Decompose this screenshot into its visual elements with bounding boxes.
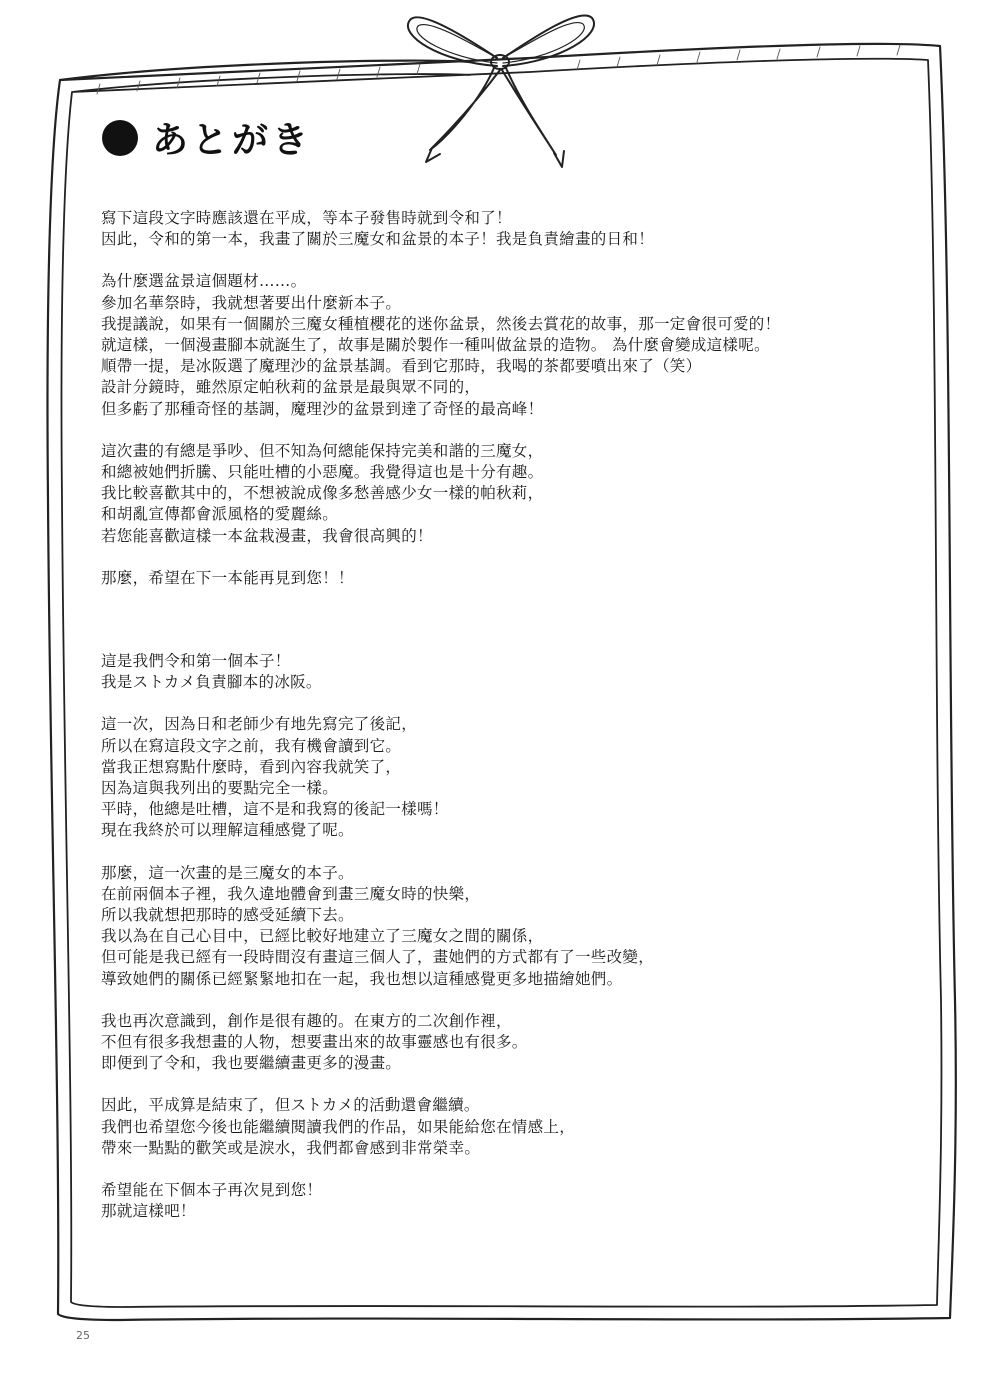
text-line: 這是我們令和第一個本子！	[101, 652, 291, 670]
afterword-section-scriptwriter	[101, 651, 871, 1243]
paragraph	[101, 651, 871, 693]
text-line: 因此，令和的第一本，我畫了關於三魔女和盆景的本子！我是負責繪畫的日和！	[101, 230, 655, 249]
text-line: 因此，平成算是結束了，但ストカメ的活動還會繼續。	[101, 1096, 480, 1115]
paragraph	[101, 1095, 871, 1159]
text-line: 設計分鏡時，雖然原定帕秋莉的盆景是最與眾不同的，	[101, 378, 481, 397]
text-line: 我比較喜歡其中的，不想被說成像多愁善感少女一樣的帕秋莉，	[101, 484, 544, 503]
paragraph	[101, 271, 871, 419]
text-line: 我們也希望您今後也能繼續閱讀我們的作品，如果能給您在情感上，	[101, 1117, 576, 1136]
text-line: 因為這與我列出的要點完全一樣。	[101, 779, 339, 798]
page-number: 25	[76, 1329, 90, 1342]
text-line: 這次畫的有總是爭吵、但不知為何總能保持完美和諧的三魔女，	[101, 441, 544, 460]
text-line: 平時，他總是吐槽，這不是和我寫的後記一樣嗎！	[101, 800, 449, 819]
text-line: 但多虧了那種奇怪的基調，魔理沙的盆景到達了奇怪的最高峰！	[101, 399, 544, 418]
paragraph	[101, 1011, 871, 1075]
ribbon-bow-icon	[408, 15, 594, 167]
text-line: 那麼，希望在下一本能再見到您！！	[101, 568, 354, 587]
paragraph	[101, 1180, 871, 1222]
text-line: 寫下這段文字時應該還在平成，等本子發售時就到令和了！	[101, 209, 512, 227]
text-line: 導致她們的關係已經緊緊地扣在一起，我也想以這種感覺更多地描繪她們。	[101, 969, 623, 988]
text-line: 順帶一提，是冰阪選了魔理沙的盆景基調。看到它那時，我喝的茶都要噴出來了（笑）	[101, 357, 702, 376]
text-line: 當我正想寫點什麼時，看到內容我就笑了，	[101, 757, 402, 776]
paragraph	[101, 208, 871, 250]
bullet-dot-icon	[102, 120, 138, 156]
text-line: 我提議說，如果有一個關於三魔女種植櫻花的迷你盆景，然後去賞花的故事，那一定會很可愛的！	[101, 314, 781, 333]
text-line: 我是ストカメ負責腳本的冰阪。	[101, 673, 322, 692]
text-line: 現在我終於可以理解這種感覺了呢。	[101, 821, 354, 840]
page-title: あとがき	[152, 120, 313, 161]
text-line: 參加名華祭時，我就想著要出什麼新本子。	[101, 293, 402, 312]
text-line: 希望能在下個本子再次見到您！	[101, 1181, 323, 1200]
text-line: 所以在寫這段文字之前，我有機會讀到它。	[101, 736, 402, 755]
text-line: 那就這樣吧！	[101, 1202, 196, 1221]
text-line: 和胡亂宣傳都會派風格的愛麗絲。	[101, 505, 339, 524]
text-line: 但可能是我已經有一段時間沒有畫這三個人了，畫她們的方式都有了一些改變，	[101, 948, 655, 967]
paragraph	[101, 863, 871, 990]
text-line: 就這樣，一個漫畫腳本就誕生了，故事是關於製作一種叫做盆景的造物。 為什麼會變成這樣呢。	[101, 336, 770, 355]
text-line: 這一次，因為日和老師少有地先寫完了後記，	[101, 715, 418, 734]
paragraph	[101, 441, 871, 547]
text-line: 若您能喜歡這樣一本盆栽漫畫，我會很高興的！	[101, 526, 433, 545]
text-line: 即便到了令和，我也要繼續畫更多的漫畫。	[101, 1054, 402, 1073]
afterword-section-illustrator	[101, 208, 871, 610]
text-line: 我以為在自己心目中，已經比較好地建立了三魔女之間的關係，	[101, 927, 544, 946]
afterword-heading	[102, 112, 312, 163]
text-line: 帶來一點點的歡笑或是淚水，我們都會感到非常榮幸。	[101, 1138, 481, 1157]
text-line: 為什麼選盆景這個題材……。	[101, 272, 307, 291]
text-line: 和總被她們折騰、只能吐槽的小惡魔。我覺得這也是十分有趣。	[101, 463, 544, 482]
paragraph	[101, 714, 871, 841]
text-line: 在前兩個本子裡，我久違地體會到畫三魔女時的快樂，	[101, 884, 481, 903]
text-line: 我也再次意識到，創作是很有趣的。在東方的二次創作裡，	[101, 1011, 512, 1030]
text-line: 不但有很多我想畫的人物，想要畫出來的故事靈感也有很多。	[101, 1033, 528, 1052]
text-line: 那麼，這一次畫的是三魔女的本子。	[101, 863, 354, 882]
text-line: 所以我就想把那時的感受延續下去。	[101, 906, 354, 925]
paragraph	[101, 568, 871, 589]
